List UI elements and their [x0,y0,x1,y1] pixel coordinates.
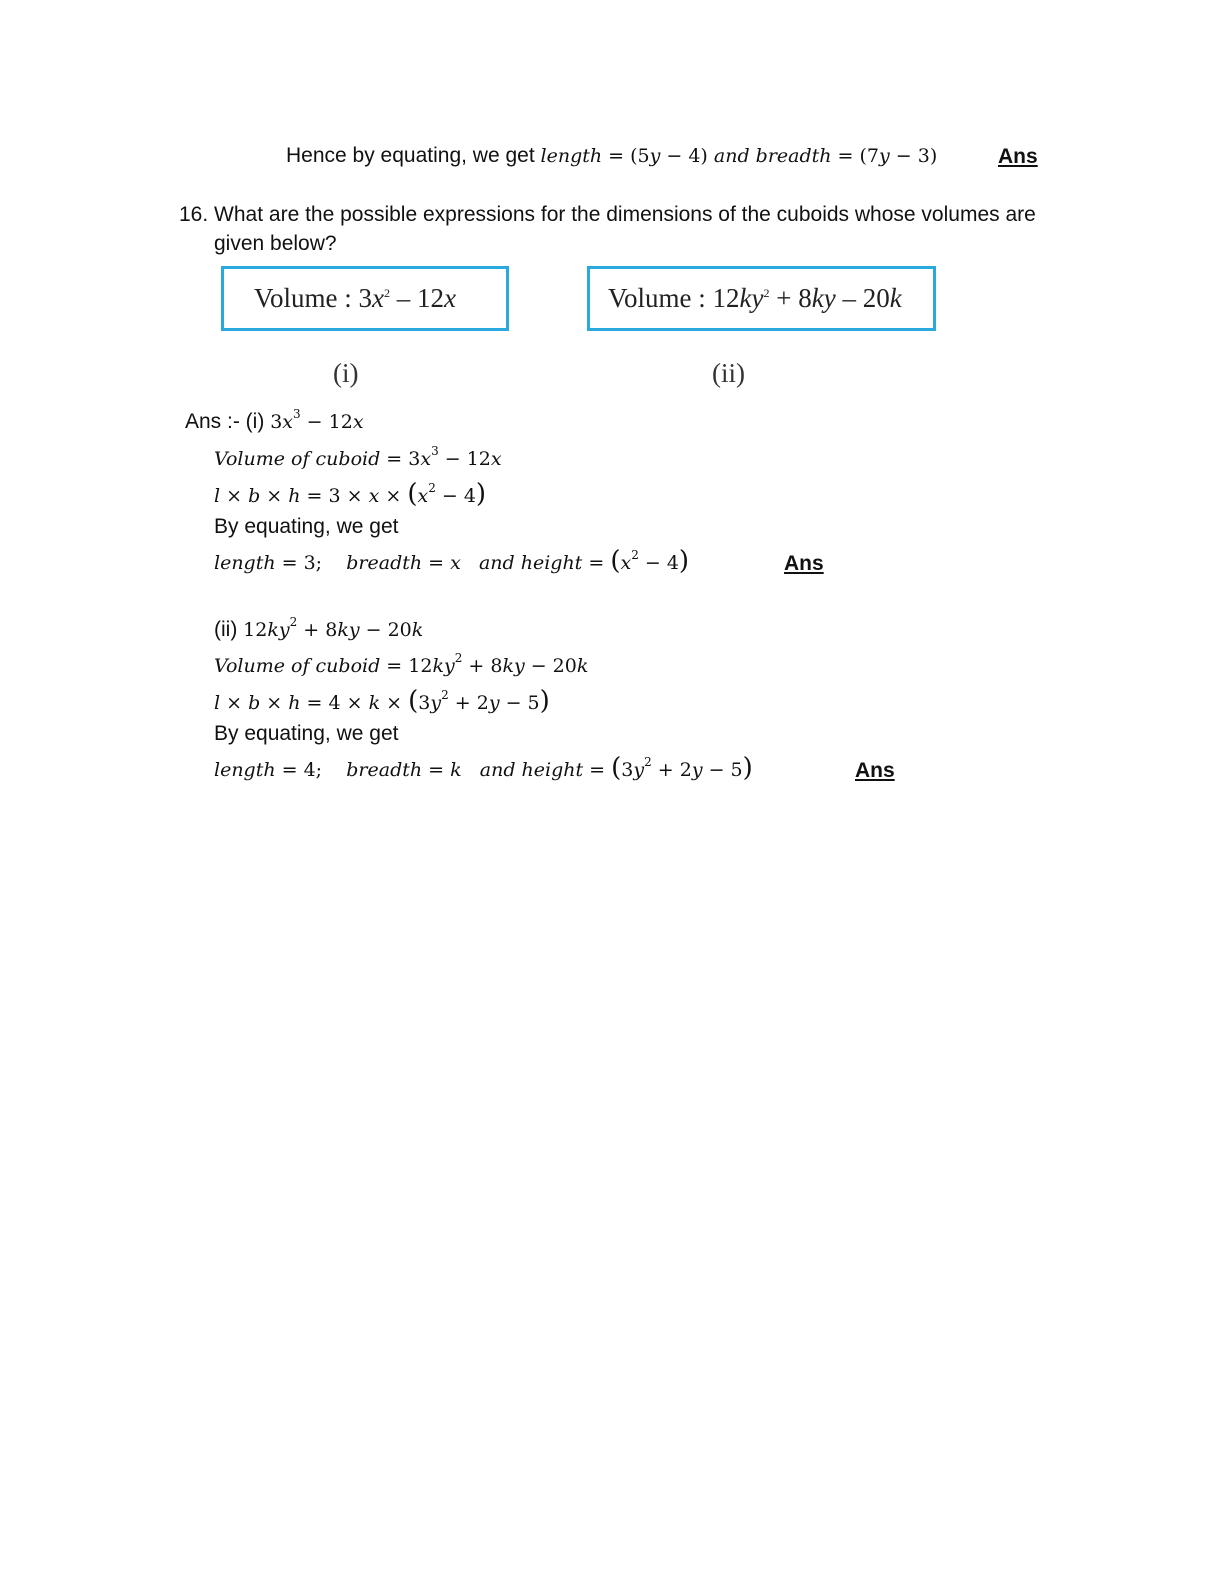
answer-ii-intro: (ii) [214,618,238,641]
answer-i-intro: Ans :- (i) [185,410,265,433]
question-line-2: given below? [214,232,337,255]
answer-i-heading [185,407,364,434]
volume-box-i-text: Volume : $3x^2 - 12x$ [254,283,456,313]
answer-ii-volume-line: Volume of cuboid = $12ky^2 + 8ky - 20k$ [214,651,589,677]
volume-box-ii-text: Volume : $12ky^2 + 8ky - 20k$ [608,283,902,313]
answer-i-volume-line: Volume of cuboid = $3x^3 - 12x$ [214,444,502,470]
volume-box-ii [587,266,936,331]
answer-ii-heading [214,615,424,642]
answer-i-equating: By equating, we get [214,515,399,538]
question-line-1 [179,203,1036,227]
answer-ii-expr: $12ky^2 + 8ky - 20k$ [243,615,424,641]
figure-label-i: (i) [333,358,359,388]
question-text: What are the possible expressions for the dimensions of the cuboids whose volumes are [214,203,1036,226]
answer-i-lbh-line: $l \times b \times h = 3 \times x \times (x^2 - 4)$ [214,479,487,509]
answer-i-ans-label: Ans [784,552,824,575]
prev-answer-expr: length = (5y − 4) and breadth = (7y − 3) [540,145,938,167]
answer-ii-lbh-line: $l \times b \times h = 4 \times k \times (3y^2 + 2y - 5)$ [214,686,550,716]
volume-box-i [221,266,509,331]
prev-answer-line [286,144,937,168]
answer-i-result-line: length = 3; breadth = x and height = $(x^2 - 4)$ [214,546,690,576]
answer-ii-result-line: length = 4; breadth = k and height = $(3y^2 + 2y - 5)$ [214,753,753,783]
answer-i-expr: $3x^3 - 12x$ [270,407,364,433]
figure-label-ii: (ii) [712,358,745,388]
answer-ii-equating: By equating, we get [214,722,399,745]
question-number: 16. [179,203,209,226]
prev-answer-lead: Hence by equating, we get [286,144,535,167]
answer-ii-ans-label: Ans [855,759,895,782]
ans-label: Ans [998,145,1038,168]
